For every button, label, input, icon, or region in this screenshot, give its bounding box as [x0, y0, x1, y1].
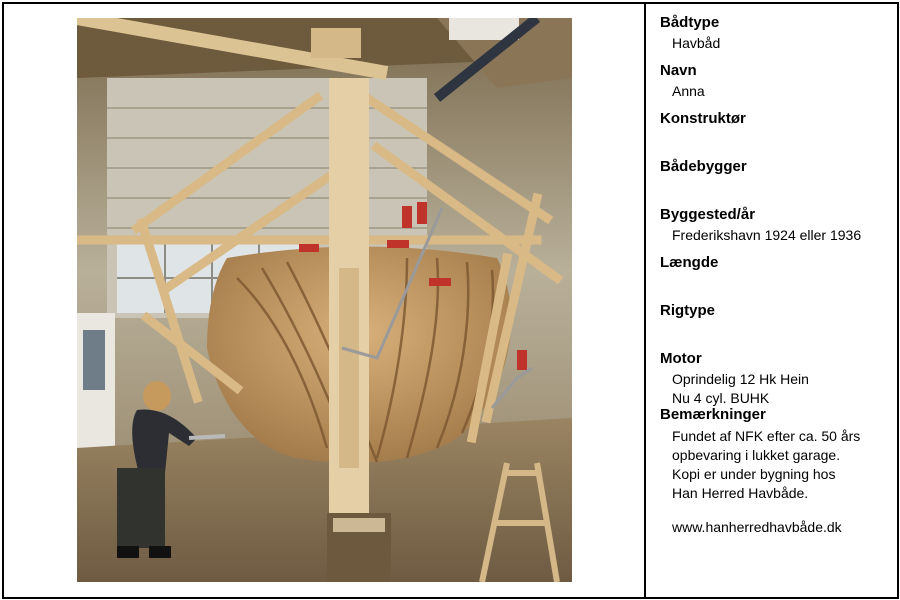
- remarks-line: Fundet af NFK efter ca. 50 års: [672, 428, 861, 444]
- website-link[interactable]: www.hanherredhavbåde.dk: [672, 519, 842, 535]
- engine-label: Motor: [660, 350, 702, 367]
- engine-line: Nu 4 cyl. BUHK: [672, 390, 770, 406]
- remarks-label: Bemærkninger: [660, 406, 766, 423]
- build-place-year-value: Frederikshavn 1924 eller 1936: [672, 227, 862, 243]
- boat-photo: [77, 18, 572, 582]
- boat-type-value: Havbåd: [672, 35, 721, 51]
- name-value: Anna: [672, 83, 705, 99]
- length-label: Længde: [660, 254, 719, 271]
- boat-under-construction-photo-icon: [77, 18, 572, 582]
- remarks-line: Han Herred Havbåde.: [672, 485, 809, 501]
- column-divider: [644, 4, 646, 597]
- remarks-line: opbevaring i lukket garage.: [672, 447, 841, 463]
- name-label: Navn: [660, 62, 697, 79]
- engine-line: Oprindelig 12 Hk Hein: [672, 371, 809, 387]
- designer-label: Konstruktør: [660, 110, 746, 127]
- remarks-line: Kopi er under bygning hos: [672, 466, 836, 482]
- rig-type-label: Rigtype: [660, 302, 716, 319]
- builder-label: Bådebygger: [660, 158, 747, 175]
- boat-type-label: Bådtype: [660, 14, 720, 31]
- build-place-year-label: Byggested/år: [660, 206, 756, 223]
